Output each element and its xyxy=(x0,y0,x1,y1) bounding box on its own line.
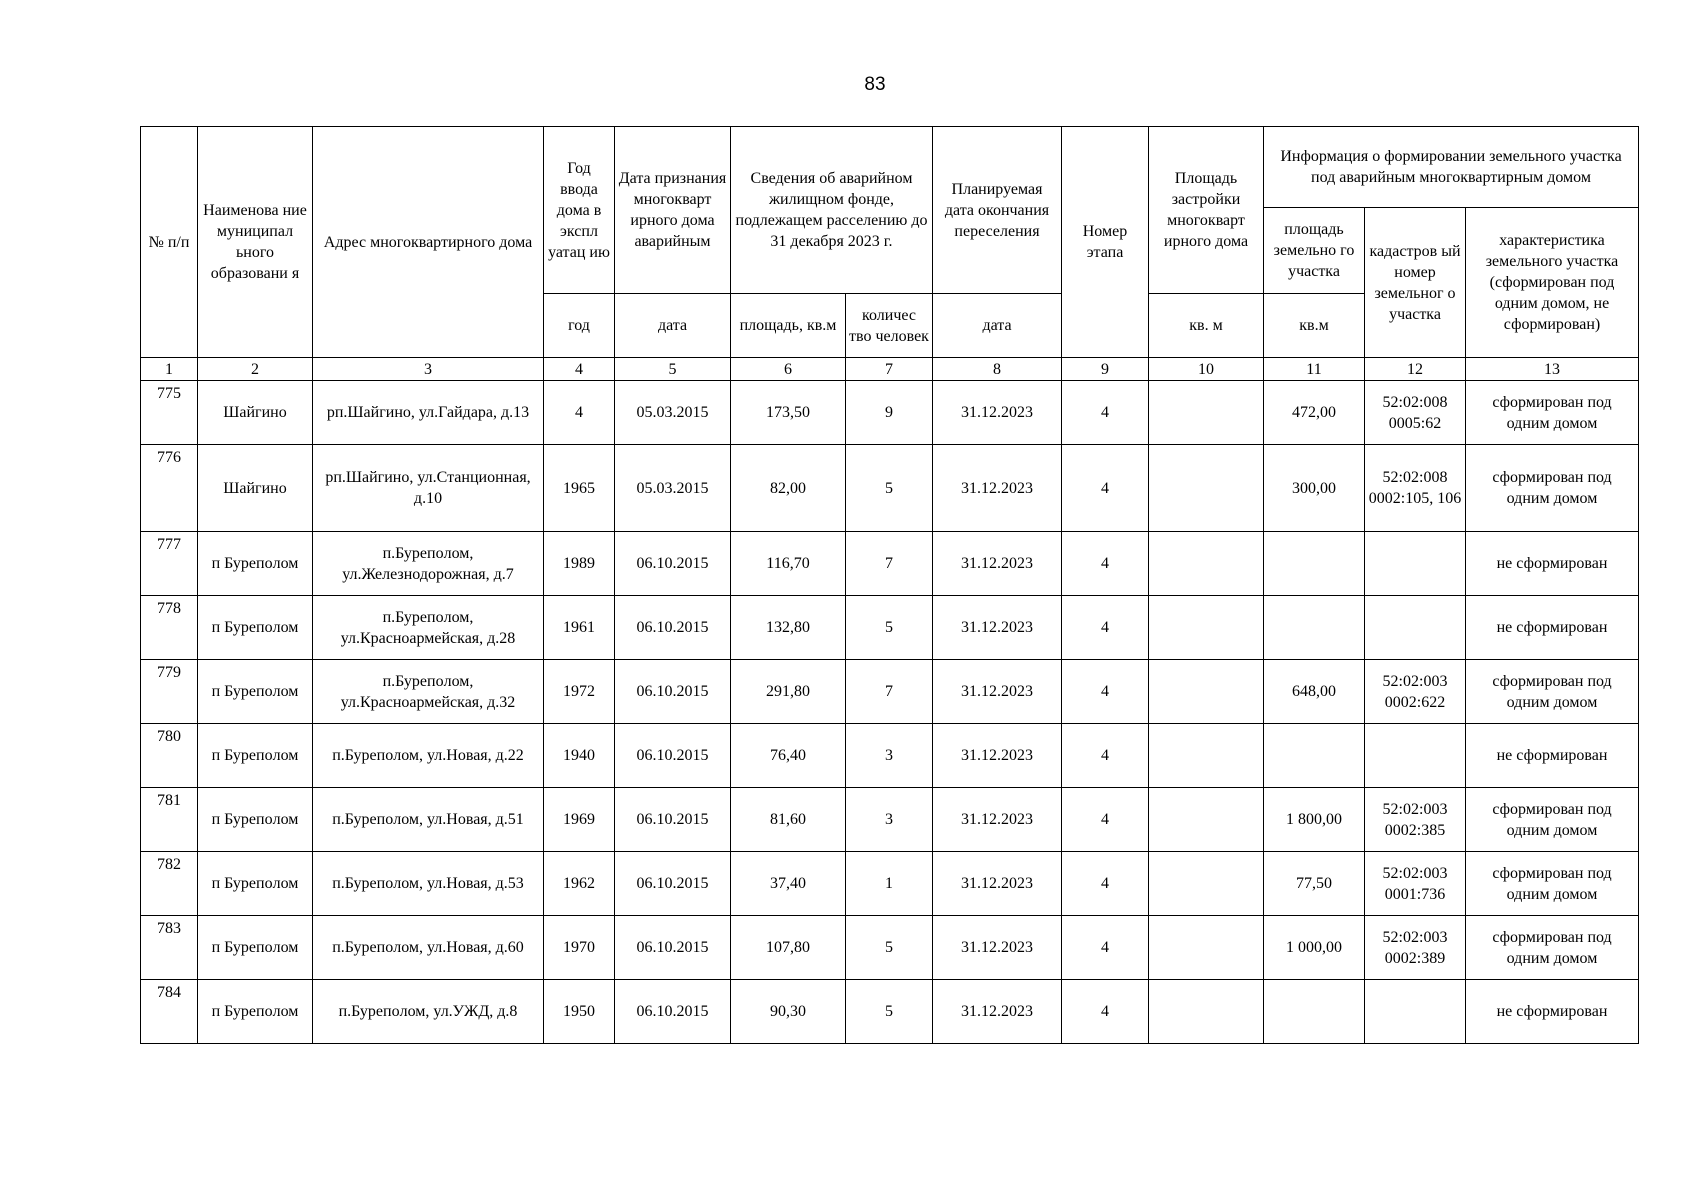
page-number: 83 xyxy=(864,74,886,95)
column-numbers-row xyxy=(141,358,1639,381)
people-count-cell: 1 xyxy=(846,852,933,916)
column-number: 6 xyxy=(731,358,846,381)
table-row xyxy=(141,532,1639,596)
column-number: 13 xyxy=(1466,358,1639,381)
year-cell: 1972 xyxy=(544,660,615,724)
recognition-date-cell: 06.10.2015 xyxy=(615,788,731,852)
resettlement-table xyxy=(140,126,1639,1044)
land-area-cell: 472,00 xyxy=(1264,381,1365,445)
row-number: 782 xyxy=(141,852,198,916)
cadastre-cell xyxy=(1365,724,1466,788)
housing-area-cell: 116,70 xyxy=(731,532,846,596)
stage-cell: 4 xyxy=(1062,980,1149,1044)
header-cadastre: кадастров ый номер земельног о участка xyxy=(1365,208,1466,358)
column-number: 12 xyxy=(1365,358,1466,381)
table-row xyxy=(141,724,1639,788)
address-cell: п.Бурепoлом, ул.Красноармейская, д.28 xyxy=(313,596,544,660)
housing-area-cell: 81,60 xyxy=(731,788,846,852)
planned-date-cell: 31.12.2023 xyxy=(933,596,1062,660)
column-number: 5 xyxy=(615,358,731,381)
row-number: 778 xyxy=(141,596,198,660)
header-address: Адрес многоквартирного дома xyxy=(313,127,544,358)
unit-area: площадь, кв.м xyxy=(731,294,846,358)
land-area-cell: 1 000,00 xyxy=(1264,916,1365,980)
row-number: 780 xyxy=(141,724,198,788)
recognition-date-cell: 06.10.2015 xyxy=(615,980,731,1044)
year-cell: 1962 xyxy=(544,852,615,916)
header-land-area: площадь земельно го участка xyxy=(1264,208,1365,294)
table-row xyxy=(141,916,1639,980)
land-character-cell: сформирован под одним домом xyxy=(1466,852,1639,916)
municipality-cell: п Бурепoлом xyxy=(198,788,313,852)
planned-date-cell: 31.12.2023 xyxy=(933,660,1062,724)
header-recognition-date: Дата признания многокварт ирного дома аварийным xyxy=(615,127,731,294)
stage-cell: 4 xyxy=(1062,916,1149,980)
header-year: Год ввода дома в экспл уатац ию xyxy=(544,127,615,294)
table-row xyxy=(141,445,1639,532)
housing-area-cell: 107,80 xyxy=(731,916,846,980)
table-row xyxy=(141,660,1639,724)
header-planned-date: Планируемая дата окончания переселения xyxy=(933,127,1062,294)
people-count-cell: 5 xyxy=(846,980,933,1044)
people-count-cell: 7 xyxy=(846,532,933,596)
address-cell: рп.Шайгино, ул.Гайдара, д.13 xyxy=(313,381,544,445)
municipality-cell: Шайгино xyxy=(198,381,313,445)
address-cell: п.Бурепoлом, ул.Новая, д.51 xyxy=(313,788,544,852)
housing-area-cell: 37,40 xyxy=(731,852,846,916)
table-row xyxy=(141,381,1639,445)
year-cell: 1970 xyxy=(544,916,615,980)
year-cell: 1989 xyxy=(544,532,615,596)
address-cell: п.Бурепoлом, ул.Железнодорожная, д.7 xyxy=(313,532,544,596)
planned-date-cell: 31.12.2023 xyxy=(933,852,1062,916)
land-character-cell: сформирован под одним домом xyxy=(1466,445,1639,532)
building-area-cell xyxy=(1149,660,1264,724)
land-area-cell xyxy=(1264,596,1365,660)
table-row xyxy=(141,596,1639,660)
land-character-cell: не сформирован xyxy=(1466,980,1639,1044)
column-number: 1 xyxy=(141,358,198,381)
unit-planned-date: дата xyxy=(933,294,1062,358)
table-row xyxy=(141,852,1639,916)
column-number: 8 xyxy=(933,358,1062,381)
recognition-date-cell: 05.03.2015 xyxy=(615,381,731,445)
people-count-cell: 5 xyxy=(846,916,933,980)
recognition-date-cell: 06.10.2015 xyxy=(615,596,731,660)
address-cell: п.Бурепoлом, ул.Красноармейская, д.32 xyxy=(313,660,544,724)
recognition-date-cell: 06.10.2015 xyxy=(615,532,731,596)
land-character-cell: сформирован под одним домом xyxy=(1466,660,1639,724)
table-header xyxy=(141,127,1639,381)
land-area-cell: 77,50 xyxy=(1264,852,1365,916)
people-count-cell: 3 xyxy=(846,788,933,852)
cadastre-cell xyxy=(1365,980,1466,1044)
building-area-cell xyxy=(1149,916,1264,980)
column-number: 7 xyxy=(846,358,933,381)
year-cell: 4 xyxy=(544,381,615,445)
row-number: 779 xyxy=(141,660,198,724)
unit-year: год xyxy=(544,294,615,358)
stage-cell: 4 xyxy=(1062,381,1149,445)
stage-cell: 4 xyxy=(1062,788,1149,852)
housing-area-cell: 76,40 xyxy=(731,724,846,788)
land-character-cell: сформирован под одним домом xyxy=(1466,788,1639,852)
header-building-area: Площадь застройки многокварт ирного дома xyxy=(1149,127,1264,294)
row-number: 781 xyxy=(141,788,198,852)
land-area-cell: 300,00 xyxy=(1264,445,1365,532)
people-count-cell: 5 xyxy=(846,596,933,660)
year-cell: 1965 xyxy=(544,445,615,532)
table-body xyxy=(141,381,1639,1044)
row-number: 784 xyxy=(141,980,198,1044)
cadastre-cell: 52:02:003 0001:736 xyxy=(1365,852,1466,916)
building-area-cell xyxy=(1149,724,1264,788)
header-municipality: Наименова ние муниципал ьного образовани я xyxy=(198,127,313,358)
stage-cell: 4 xyxy=(1062,445,1149,532)
header-no: № п/п xyxy=(141,127,198,358)
stage-cell: 4 xyxy=(1062,852,1149,916)
cadastre-cell xyxy=(1365,596,1466,660)
building-area-cell xyxy=(1149,788,1264,852)
column-number: 3 xyxy=(313,358,544,381)
header-land-character: характеристика земельного участка (сформирован под одним домом, не сформирован) xyxy=(1466,208,1639,358)
header-stage: Номер этапа xyxy=(1062,127,1149,358)
year-cell: 1961 xyxy=(544,596,615,660)
stage-cell: 4 xyxy=(1062,532,1149,596)
header-land-info: Информация о формировании земельного участка под аварийным многоквартирным домом xyxy=(1264,127,1639,208)
building-area-cell xyxy=(1149,980,1264,1044)
housing-area-cell: 173,50 xyxy=(731,381,846,445)
stage-cell: 4 xyxy=(1062,596,1149,660)
building-area-cell xyxy=(1149,445,1264,532)
municipality-cell: п Бурепoлом xyxy=(198,660,313,724)
planned-date-cell: 31.12.2023 xyxy=(933,532,1062,596)
column-number: 10 xyxy=(1149,358,1264,381)
address-cell: рп.Шайгино, ул.Станционная, д.10 xyxy=(313,445,544,532)
cadastre-cell: 52:02:003 0002:389 xyxy=(1365,916,1466,980)
housing-area-cell: 90,30 xyxy=(731,980,846,1044)
people-count-cell: 9 xyxy=(846,381,933,445)
planned-date-cell: 31.12.2023 xyxy=(933,445,1062,532)
cadastre-cell: 52:02:003 0002:622 xyxy=(1365,660,1466,724)
housing-area-cell: 291,80 xyxy=(731,660,846,724)
municipality-cell: п Бурепoлом xyxy=(198,980,313,1044)
housing-area-cell: 82,00 xyxy=(731,445,846,532)
land-character-cell: не сформирован xyxy=(1466,724,1639,788)
municipality-cell: п Бурепoлом xyxy=(198,916,313,980)
stage-cell: 4 xyxy=(1062,660,1149,724)
column-number: 11 xyxy=(1264,358,1365,381)
building-area-cell xyxy=(1149,381,1264,445)
people-count-cell: 5 xyxy=(846,445,933,532)
recognition-date-cell: 06.10.2015 xyxy=(615,916,731,980)
land-area-cell xyxy=(1264,980,1365,1044)
header-housing-info: Сведения об аварийном жилищном фонде, подлежащем расселению до 31 декабря 2023 г. xyxy=(731,127,933,294)
building-area-cell xyxy=(1149,532,1264,596)
column-number: 9 xyxy=(1062,358,1149,381)
planned-date-cell: 31.12.2023 xyxy=(933,724,1062,788)
municipality-cell: п Бурепoлом xyxy=(198,724,313,788)
column-number: 4 xyxy=(544,358,615,381)
year-cell: 1969 xyxy=(544,788,615,852)
land-area-cell: 1 800,00 xyxy=(1264,788,1365,852)
unit-building-area: кв. м xyxy=(1149,294,1264,358)
land-character-cell: не сформирован xyxy=(1466,532,1639,596)
row-number: 777 xyxy=(141,532,198,596)
recognition-date-cell: 05.03.2015 xyxy=(615,445,731,532)
recognition-date-cell: 06.10.2015 xyxy=(615,852,731,916)
row-number: 783 xyxy=(141,916,198,980)
address-cell: п.Бурепoлом, ул.Новая, д.53 xyxy=(313,852,544,916)
year-cell: 1950 xyxy=(544,980,615,1044)
cadastre-cell: 52:02:003 0002:385 xyxy=(1365,788,1466,852)
land-area-cell: 648,00 xyxy=(1264,660,1365,724)
land-character-cell: сформирован под одним домом xyxy=(1466,381,1639,445)
municipality-cell: п Бурепoлом xyxy=(198,532,313,596)
table-row xyxy=(141,788,1639,852)
municipality-cell: п Бурепoлом xyxy=(198,852,313,916)
cadastre-cell: 52:02:008 0002:105, 106 xyxy=(1365,445,1466,532)
unit-date: дата xyxy=(615,294,731,358)
people-count-cell: 7 xyxy=(846,660,933,724)
municipality-cell: п Бурепoлом xyxy=(198,596,313,660)
land-character-cell: сформирован под одним домом xyxy=(1466,916,1639,980)
municipality-cell: Шайгино xyxy=(198,445,313,532)
planned-date-cell: 31.12.2023 xyxy=(933,381,1062,445)
people-count-cell: 3 xyxy=(846,724,933,788)
building-area-cell xyxy=(1149,852,1264,916)
planned-date-cell: 31.12.2023 xyxy=(933,980,1062,1044)
building-area-cell xyxy=(1149,596,1264,660)
row-number: 775 xyxy=(141,381,198,445)
address-cell: п.Бурепoлом, ул.Новая, д.22 xyxy=(313,724,544,788)
housing-area-cell: 132,80 xyxy=(731,596,846,660)
land-area-cell xyxy=(1264,724,1365,788)
recognition-date-cell: 06.10.2015 xyxy=(615,724,731,788)
column-number: 2 xyxy=(198,358,313,381)
stage-cell: 4 xyxy=(1062,724,1149,788)
row-number: 776 xyxy=(141,445,198,532)
planned-date-cell: 31.12.2023 xyxy=(933,916,1062,980)
table-row xyxy=(141,980,1639,1044)
cadastre-cell: 52:02:008 0005:62 xyxy=(1365,381,1466,445)
cadastre-cell xyxy=(1365,532,1466,596)
land-character-cell: не сформирован xyxy=(1466,596,1639,660)
address-cell: п.Бурепoлом, ул.Новая, д.60 xyxy=(313,916,544,980)
address-cell: п.Бурепoлом, ул.УЖД, д.8 xyxy=(313,980,544,1044)
unit-people: количес тво человек xyxy=(846,294,933,358)
recognition-date-cell: 06.10.2015 xyxy=(615,660,731,724)
planned-date-cell: 31.12.2023 xyxy=(933,788,1062,852)
unit-land-area: кв.м xyxy=(1264,294,1365,358)
land-area-cell xyxy=(1264,532,1365,596)
year-cell: 1940 xyxy=(544,724,615,788)
